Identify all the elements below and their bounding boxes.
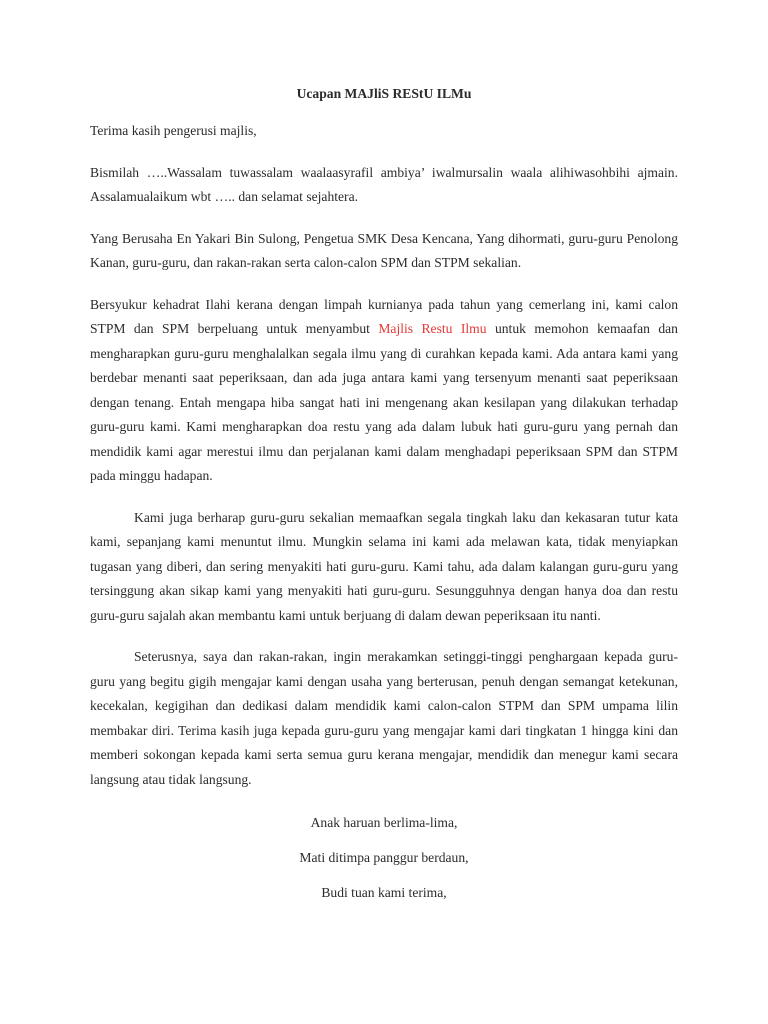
pantun-line: Anak haruan berlima-lima, [310, 815, 458, 830]
pantun-line: Mati ditimpa panggur berdaun, [299, 850, 469, 865]
document-title: Ucapan MAJliS REStU ILMu [296, 86, 472, 101]
paragraph-appreciation: Seterusnya, saya dan rakan-rakan, ingin merakamkan setinggi-tinggi penghargaan kepada guru-guru yang begitu gigih mengajar kami dengan usaha yang berterusan, penuh dengan semangat ketekunan, kecekalan, kegigihan dan dedikasi dalam mendidik kami calon-calon STPM dan SPM umpama lilin membakar diri. Terima kasih juga kepada guru-guru yang mengajar kami dari tingkatan 1 hingga kini dan memberi sokongan kepada kami serta semua guru kerana mengajar, mendidik dan menegur kami secara langsung atau tidak langsung. [90, 649, 678, 787]
document-body [90, 86, 678, 809]
pantun-line: Budi tuan kami terima, [321, 885, 447, 900]
pantun [90, 814, 678, 919]
paragraph-gratitude [90, 293, 678, 489]
greeting-paragraph: Terima kasih pengerusi majlis, [90, 123, 257, 139]
honorifics-paragraph: Yang Berusaha En Yakari Bin Sulong, Pengetua SMK Desa Kencana, Yang dihormati, guru-guru Penolong Kanan, guru-guru, dan rakan-rakan serta calon-calon SPM dan STPM sekalian. [90, 230, 678, 271]
paragraph-apology: Kami juga berharap guru-guru sekalian memaafkan segala tingkah laku dan kekasaran tutur kata kami, sepanjang kami menuntut ilmu. Mungkin selama ini kami ada melawan kata, tidak menyiapkan tugasan yang diberi, dan sering menyakiti hati guru-guru. Kami tahu, ada dalam kalangan guru-guru yang tersinggung akan sikap kami yang menyakiti hati guru-guru. Sesungguhnya dengan hanya doa dan restu guru-guru sajalah akan membantu kami untuk berjuang di dalam dewan peperiksaan itu nanti. [90, 509, 678, 623]
opening-paragraph: Bismilah …..Wassalam tuwassalam waalaasyrafil ambiya’ iwalmursalin waala alihiwasohbihi ajmain. Assalamualaikum wbt ….. dan selamat sejahtera. [90, 164, 678, 205]
majlis-restu-ilmu-highlight: Majlis Restu Ilmu [378, 321, 487, 337]
paragraph-gratitude-text-start: Bersyukur kehadrat Ilahi kerana dengan limpah kurnianya pada tahun yang cemerlang ini, kami calon STPM dan SPM berpeluang untuk menyambut [90, 296, 678, 337]
paragraph-gratitude-text-end: untuk memohon kemaafan dan mengharapkan guru-guru menghalalkan segala ilmu yang di curahkan kepada kami. Ada antara kami yang berdebar menanti saat peperiksaan, dan ada juga antara kami yang tersenyum menanti saat peperiksaan dengan tenang. Entah mengapa hiba sangat hati ini mengenang akan kesilapan yang dilakukan terhadap guru-guru kami. Kami mengharapkan doa restu yang ada dalam lubuk hati guru-guru yang pernah dan mendidik kami agar merestui ilmu dan perjalanan kami dalam menghadapi peperiksaan SPM dan STPM pada minggu hadapan. [90, 321, 678, 484]
